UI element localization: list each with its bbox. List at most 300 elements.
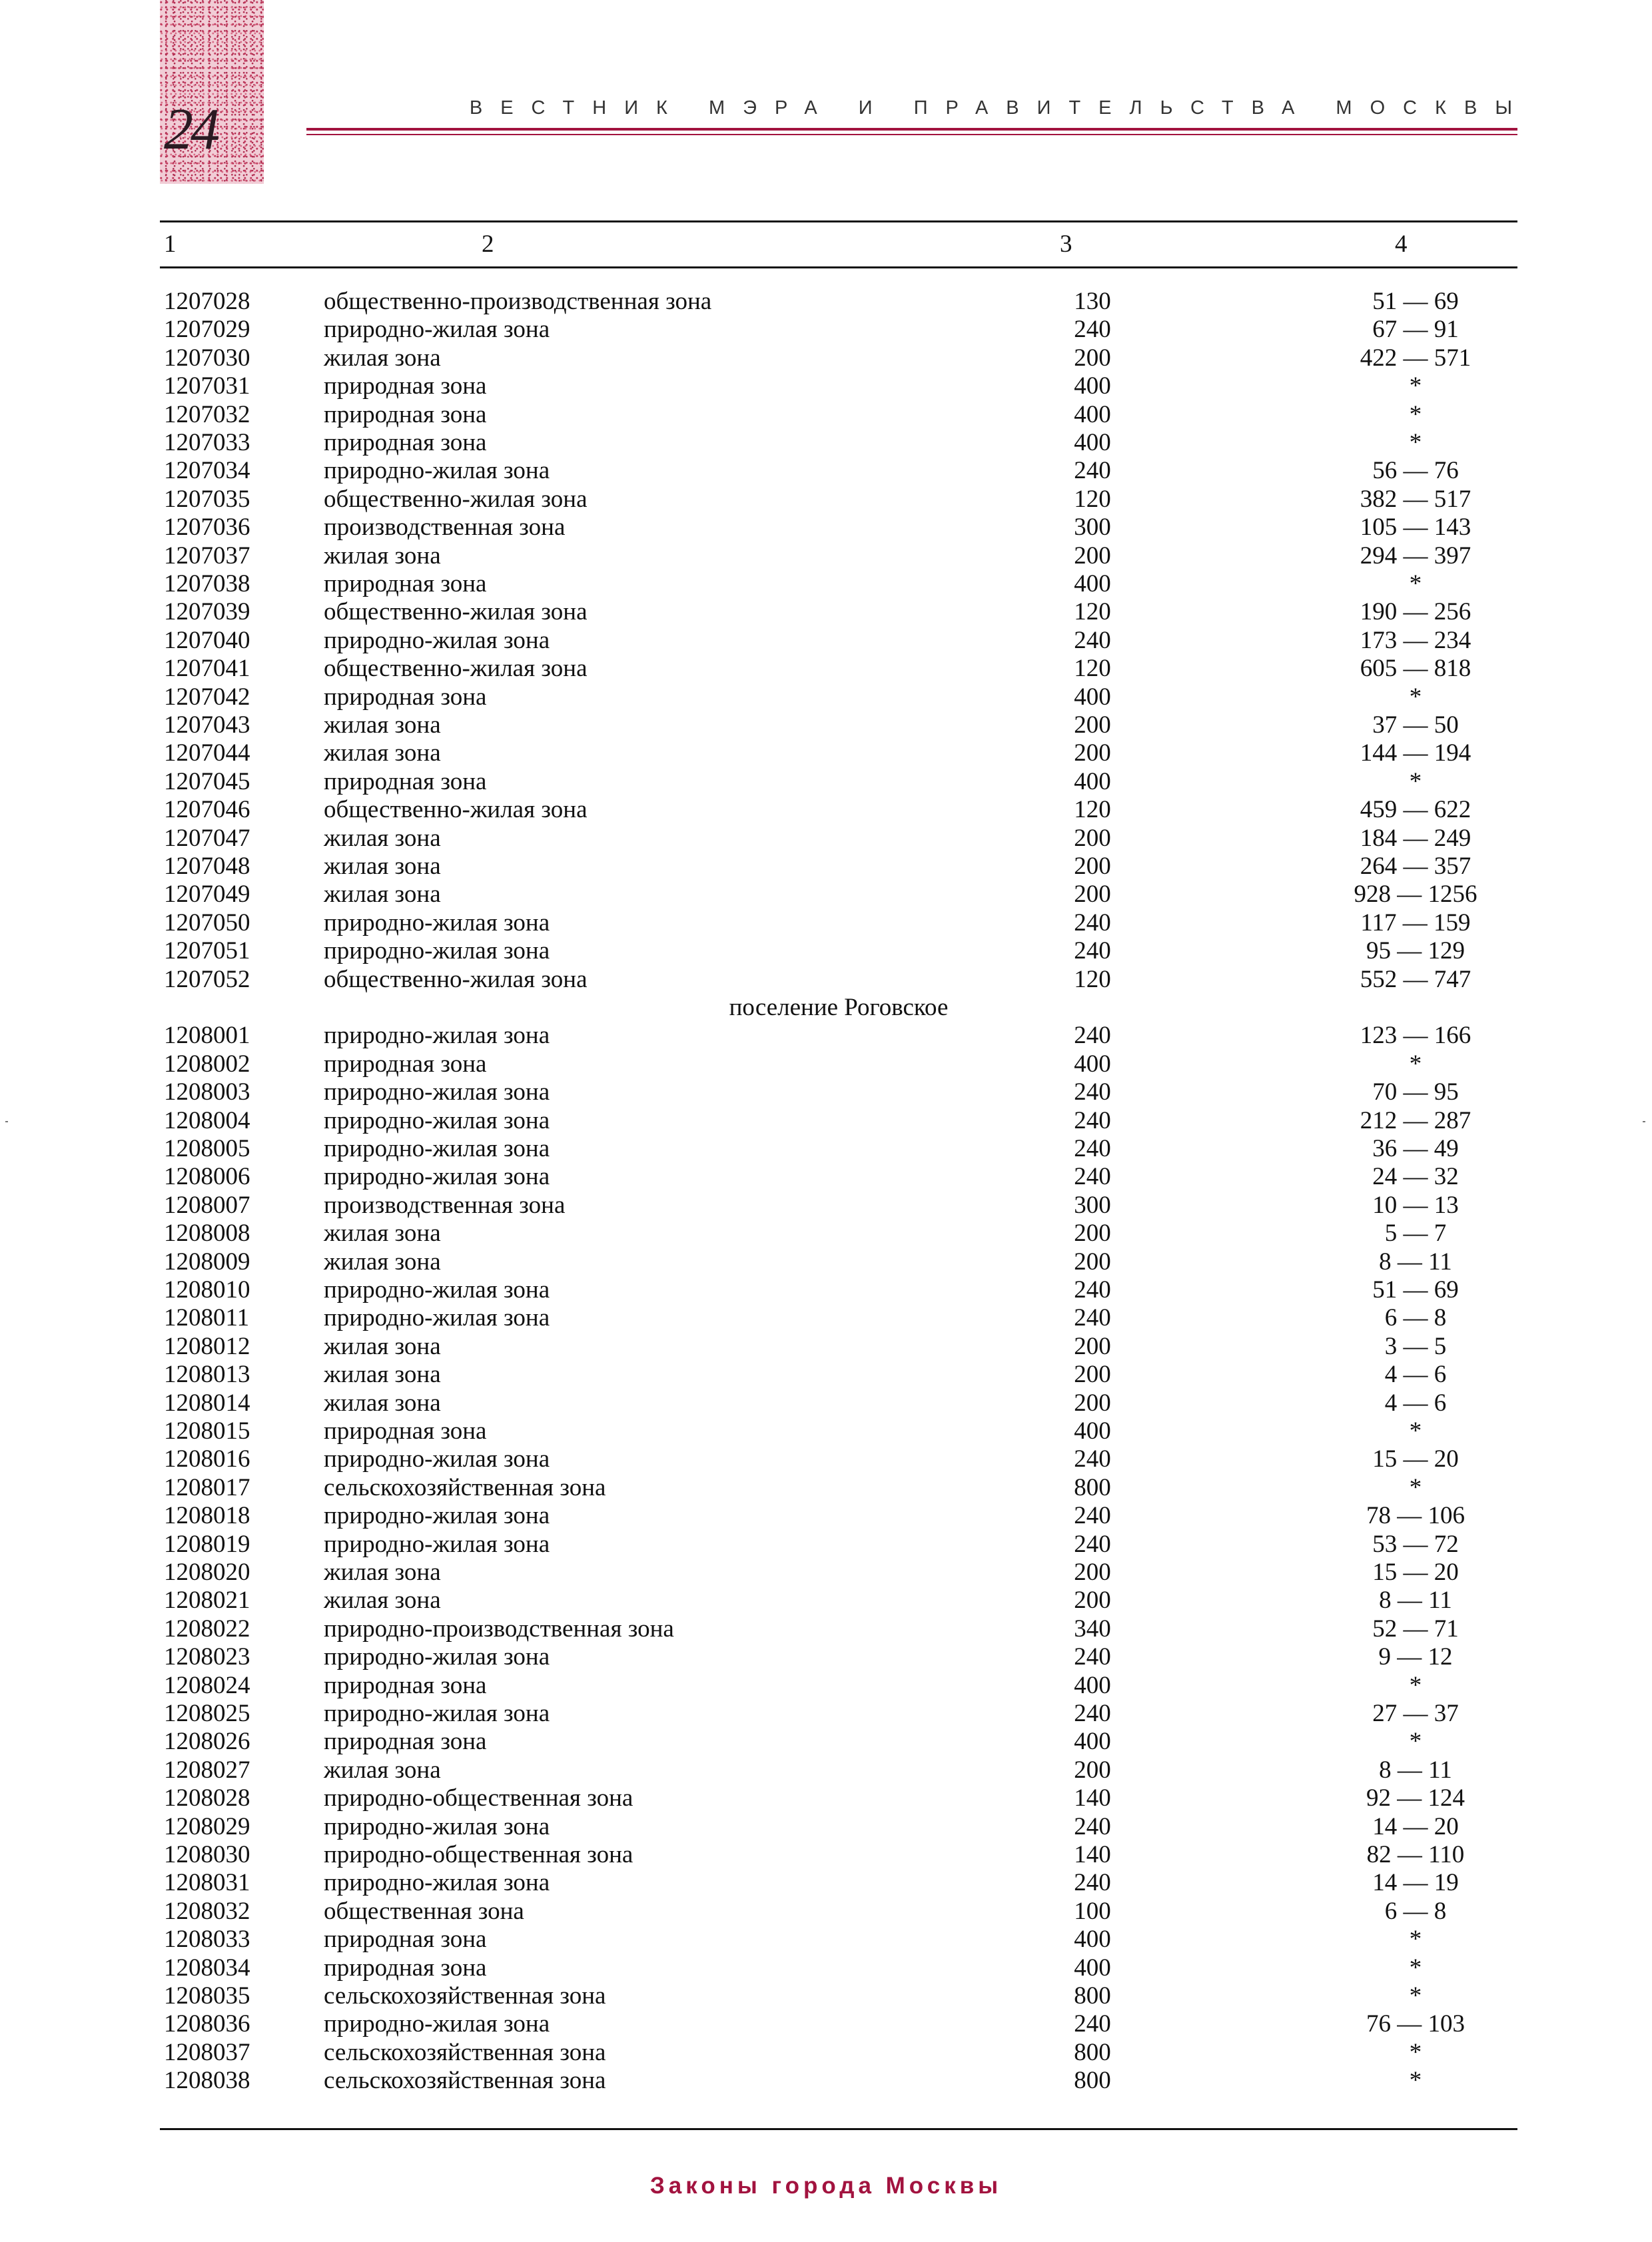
- cell-value: 240: [1074, 457, 1111, 485]
- cell-value: 240: [1074, 909, 1111, 936]
- cell-range: 10 — 13: [1372, 1191, 1459, 1219]
- table-row: [160, 1926, 1517, 1954]
- cell-range: 4 — 6: [1384, 1389, 1447, 1417]
- cell-zone: природная зона: [324, 1728, 487, 1756]
- cell-range: 36 — 49: [1372, 1135, 1459, 1162]
- cell-zone: природно-жилая зона: [324, 1078, 550, 1106]
- cell-zone: природно-жилая зона: [324, 937, 550, 965]
- table-row: [160, 1445, 1517, 1473]
- cell-range: 382 — 517: [1360, 485, 1471, 513]
- cell-range: 56 — 76: [1372, 457, 1459, 485]
- cell-zone: природно-общественная зона: [324, 1841, 633, 1868]
- cell-zone: природно-жилая зона: [324, 1304, 550, 1332]
- cell-code: 1207045: [164, 767, 250, 795]
- table-row: [160, 796, 1517, 824]
- cell-range: 212 — 287: [1360, 1106, 1471, 1134]
- cell-value: 140: [1074, 1841, 1111, 1868]
- cell-code: 1208033: [164, 1926, 250, 1954]
- table-row: [160, 655, 1517, 683]
- cell-zone: сельскохозяйственная зона: [324, 2067, 606, 2095]
- table-row: [160, 2039, 1517, 2067]
- cell-zone: природная зона: [324, 767, 487, 795]
- cell-code: 1208016: [164, 1445, 250, 1473]
- cell-value: 240: [1074, 2010, 1111, 2038]
- cell-code: 1207037: [164, 542, 250, 569]
- cell-code: 1208009: [164, 1248, 250, 1276]
- cell-code: 1207028: [164, 288, 250, 315]
- cell-zone: природно-жилая зона: [324, 909, 550, 936]
- cell-value: 800: [1074, 1473, 1111, 1501]
- cell-range: 8 — 11: [1379, 1587, 1452, 1615]
- cell-zone: жилая зона: [324, 853, 441, 880]
- cell-range: 27 — 37: [1372, 1700, 1459, 1727]
- cell-code: 1207042: [164, 683, 250, 711]
- cell-code: 1208005: [164, 1135, 250, 1162]
- cell-zone: природная зона: [324, 570, 487, 597]
- cell-value: 240: [1074, 1643, 1111, 1671]
- cell-range: *: [1409, 2067, 1422, 2095]
- column-header-4: 4: [1395, 230, 1408, 258]
- table-row: [160, 1954, 1517, 1982]
- cell-zone: общественно-жилая зона: [324, 485, 588, 513]
- cell-value: 200: [1074, 344, 1111, 372]
- table-row: [160, 1756, 1517, 1784]
- cell-value: 200: [1074, 1248, 1111, 1276]
- cell-code: 1207041: [164, 655, 250, 683]
- cell-code: 1208031: [164, 1869, 250, 1897]
- cell-code: 1208006: [164, 1163, 250, 1191]
- cell-zone: производственная зона: [324, 1191, 566, 1219]
- cell-value: 300: [1074, 1191, 1111, 1219]
- cell-range: 14 — 19: [1372, 1869, 1459, 1897]
- cell-range: *: [1409, 2038, 1422, 2066]
- cell-code: 1208035: [164, 1982, 250, 2010]
- column-header-1: 1: [164, 230, 177, 258]
- cell-zone: общественно-жилая зона: [324, 965, 588, 993]
- cell-value: 240: [1074, 1869, 1111, 1897]
- cell-zone: производственная зона: [324, 514, 566, 542]
- cell-code: 1208029: [164, 1812, 250, 1840]
- cell-zone: общественная зона: [324, 1897, 524, 1925]
- cell-zone: природно-жилая зона: [324, 1869, 550, 1897]
- table-row: [160, 316, 1517, 344]
- table-row: [160, 739, 1517, 767]
- cell-code: 1208025: [164, 1700, 250, 1727]
- table-row: [160, 1107, 1517, 1135]
- cell-zone: природная зона: [324, 400, 487, 428]
- cell-value: 240: [1074, 1530, 1111, 1558]
- column-header-2: 2: [482, 230, 494, 258]
- cell-range: *: [1409, 400, 1422, 428]
- table-header-rule: [160, 266, 1517, 268]
- table-row: [160, 1813, 1517, 1841]
- table-row: [160, 1728, 1517, 1756]
- cell-code: 1208018: [164, 1502, 250, 1530]
- cell-code: 1208038: [164, 2067, 250, 2095]
- cell-value: 400: [1074, 1417, 1111, 1445]
- table-row: [160, 1672, 1517, 1700]
- cell-value: 300: [1074, 514, 1111, 542]
- cell-value: 200: [1074, 1587, 1111, 1615]
- cell-code: 1208013: [164, 1361, 250, 1389]
- table-row: [160, 598, 1517, 626]
- cell-value: 240: [1074, 1276, 1111, 1304]
- cell-zone: жилая зона: [324, 711, 441, 739]
- cell-range: 24 — 32: [1372, 1163, 1459, 1191]
- cell-range: 605 — 818: [1360, 655, 1471, 683]
- table-row: [160, 1982, 1517, 2010]
- table-row: [160, 711, 1517, 739]
- crop-mark-right: [1643, 1121, 1645, 1122]
- cell-value: 240: [1074, 1135, 1111, 1162]
- cell-range: 5 — 7: [1384, 1220, 1447, 1248]
- cell-value: 400: [1074, 1728, 1111, 1756]
- table-row: [160, 1417, 1517, 1445]
- cell-zone: жилая зона: [324, 344, 441, 372]
- cell-code: 1208024: [164, 1671, 250, 1699]
- table-row: [160, 1135, 1517, 1163]
- cell-code: 1207051: [164, 937, 250, 965]
- cell-code: 1208037: [164, 2038, 250, 2066]
- cell-zone: жилая зона: [324, 1220, 441, 1248]
- cell-code: 1208021: [164, 1587, 250, 1615]
- cell-range: 8 — 11: [1379, 1248, 1452, 1276]
- cell-value: 800: [1074, 1982, 1111, 2010]
- cell-zone: общественно-жилая зона: [324, 796, 588, 824]
- table-row: [160, 1587, 1517, 1615]
- table-row: [160, 288, 1517, 316]
- cell-zone: жилая зона: [324, 1332, 441, 1360]
- cell-value: 120: [1074, 485, 1111, 513]
- cell-range: 184 — 249: [1360, 824, 1471, 852]
- cell-zone: общественно-жилая зона: [324, 655, 588, 683]
- cell-value: 200: [1074, 1559, 1111, 1586]
- cell-range: *: [1409, 683, 1422, 711]
- cell-range: *: [1409, 1982, 1422, 2010]
- cell-value: 400: [1074, 767, 1111, 795]
- cell-zone: жилая зона: [324, 1361, 441, 1389]
- cell-range: *: [1409, 1728, 1422, 1756]
- table-top-rule: [160, 220, 1517, 222]
- table-row: [160, 1078, 1517, 1106]
- table-row: [160, 1389, 1517, 1417]
- cell-zone: природная зона: [324, 1050, 487, 1078]
- table-row: [160, 1333, 1517, 1361]
- journal-title: ВЕСТНИК МЭРА И ПРАВИТЕЛЬСТВА МОСКВЫ: [469, 97, 1530, 119]
- cell-value: 200: [1074, 542, 1111, 569]
- cell-range: 105 — 143: [1360, 514, 1471, 542]
- cell-value: 240: [1074, 1106, 1111, 1134]
- cell-value: 200: [1074, 824, 1111, 852]
- cell-zone: природная зона: [324, 372, 487, 400]
- table-row: [160, 1615, 1517, 1643]
- cell-zone: жилая зона: [324, 1248, 441, 1276]
- cell-value: 120: [1074, 965, 1111, 993]
- table-row: [160, 1022, 1517, 1050]
- cell-value: 200: [1074, 1361, 1111, 1389]
- cell-code: 1207034: [164, 457, 250, 485]
- table-row: [160, 1474, 1517, 1502]
- cell-code: 1208008: [164, 1220, 250, 1248]
- table-row: [160, 1220, 1517, 1248]
- cell-zone: природная зона: [324, 1417, 487, 1445]
- cell-code: 1207043: [164, 711, 250, 739]
- cell-zone: природно-жилая зона: [324, 1502, 550, 1530]
- cell-range: 144 — 194: [1360, 739, 1471, 767]
- cell-value: 140: [1074, 1784, 1111, 1812]
- cell-range: 92 — 124: [1366, 1784, 1465, 1812]
- cell-code: 1208001: [164, 1022, 250, 1050]
- cell-range: 9 — 12: [1378, 1643, 1453, 1671]
- cell-zone: природно-жилая зона: [324, 2010, 550, 2038]
- cell-code: 1207044: [164, 739, 250, 767]
- cell-code: 1208004: [164, 1106, 250, 1134]
- header-rule-thin: [306, 134, 1517, 135]
- cell-value: 400: [1074, 1050, 1111, 1078]
- table-row: [160, 457, 1517, 485]
- cell-zone: природная зона: [324, 1954, 487, 1982]
- footer-title: Законы города Москвы: [649, 2173, 1003, 2199]
- cell-range: 51 — 69: [1372, 288, 1459, 315]
- cell-zone: общественно-производственная зона: [324, 288, 712, 315]
- cell-code: 1207047: [164, 824, 250, 852]
- cell-value: 400: [1074, 372, 1111, 400]
- cell-value: 240: [1074, 1812, 1111, 1840]
- cell-range: 552 — 747: [1360, 965, 1471, 993]
- cell-range: 3 — 5: [1384, 1332, 1447, 1360]
- cell-code: 1208030: [164, 1841, 250, 1868]
- table-row: [160, 1700, 1517, 1728]
- table-row: [160, 825, 1517, 853]
- table-row: [160, 1163, 1517, 1191]
- cell-range: *: [1409, 1671, 1422, 1699]
- cell-code: 1207030: [164, 344, 250, 372]
- table-row: [160, 1898, 1517, 1926]
- cell-value: 100: [1074, 1897, 1111, 1925]
- cell-code: 1208010: [164, 1276, 250, 1304]
- cell-zone: жилая зона: [324, 881, 441, 909]
- table-row: [160, 768, 1517, 796]
- table-row: [160, 853, 1517, 881]
- cell-range: *: [1409, 429, 1422, 456]
- cell-zone: сельскохозяйственная зона: [324, 1473, 606, 1501]
- cell-range: 190 — 256: [1360, 598, 1471, 626]
- cell-zone: жилая зона: [324, 1587, 441, 1615]
- cell-value: 400: [1074, 429, 1111, 456]
- cell-value: 240: [1074, 1304, 1111, 1332]
- column-header-3: 3: [1060, 230, 1072, 258]
- cell-value: 400: [1074, 1926, 1111, 1954]
- cell-code: 1208022: [164, 1615, 250, 1643]
- cell-range: 82 — 110: [1366, 1841, 1465, 1868]
- table-row: [160, 1643, 1517, 1671]
- cell-zone: природно-жилая зона: [324, 1106, 550, 1134]
- header-rule: [306, 128, 1517, 131]
- cell-value: 120: [1074, 655, 1111, 683]
- cell-code: 1208027: [164, 1756, 250, 1784]
- table-row: [160, 1192, 1517, 1220]
- cell-value: 400: [1074, 400, 1111, 428]
- cell-range: *: [1409, 1473, 1422, 1501]
- cell-zone: природная зона: [324, 1926, 487, 1954]
- cell-code: 1207035: [164, 485, 250, 513]
- table-row: [160, 570, 1517, 598]
- table-row: [160, 2067, 1517, 2095]
- cell-zone: природно-жилая зона: [324, 1700, 550, 1727]
- cell-code: 1208036: [164, 2010, 250, 2038]
- cell-range: 422 — 571: [1360, 344, 1471, 372]
- cell-value: 800: [1074, 2038, 1111, 2066]
- cell-code: 1207049: [164, 881, 250, 909]
- cell-code: 1208019: [164, 1530, 250, 1558]
- cell-range: *: [1409, 372, 1422, 400]
- cell-zone: природно-жилая зона: [324, 1135, 550, 1162]
- cell-range: 15 — 20: [1372, 1559, 1459, 1586]
- table-row: [160, 2010, 1517, 2038]
- cell-range: 95 — 129: [1366, 937, 1465, 965]
- cell-zone: сельскохозяйственная зона: [324, 2038, 606, 2066]
- cell-range: 6 — 8: [1384, 1304, 1447, 1332]
- table-row: [160, 1361, 1517, 1389]
- cell-value: 120: [1074, 598, 1111, 626]
- cell-range: *: [1409, 1050, 1422, 1078]
- cell-code: 1208011: [164, 1304, 250, 1332]
- cell-code: 1208015: [164, 1417, 250, 1445]
- cell-range: 76 — 103: [1366, 2010, 1465, 2038]
- cell-code: 1208034: [164, 1954, 250, 1982]
- table-row: [160, 1304, 1517, 1332]
- cell-zone: природно-жилая зона: [324, 1530, 550, 1558]
- cell-code: 1207040: [164, 626, 250, 654]
- cell-zone: жилая зона: [324, 739, 441, 767]
- cell-code: 1207052: [164, 965, 250, 993]
- cell-value: 400: [1074, 1954, 1111, 1982]
- cell-zone: природно-производственная зона: [324, 1615, 674, 1643]
- table-row: [160, 372, 1517, 400]
- cell-range: 53 — 72: [1372, 1530, 1459, 1558]
- cell-code: 1207050: [164, 909, 250, 936]
- cell-range: *: [1409, 767, 1422, 795]
- cell-zone: природно-жилая зона: [324, 626, 550, 654]
- cell-code: 1208014: [164, 1389, 250, 1417]
- table-row: [160, 1531, 1517, 1559]
- cell-value: 400: [1074, 1671, 1111, 1699]
- cell-value: 240: [1074, 937, 1111, 965]
- cell-code: 1207039: [164, 598, 250, 626]
- cell-value: 200: [1074, 881, 1111, 909]
- cell-zone: природная зона: [324, 683, 487, 711]
- cell-code: 1207046: [164, 796, 250, 824]
- cell-range: 8 — 11: [1379, 1756, 1452, 1784]
- table-row: [160, 1050, 1517, 1078]
- cell-zone: природно-жилая зона: [324, 1276, 550, 1304]
- cell-range: 51 — 69: [1372, 1276, 1459, 1304]
- cell-code: 1208012: [164, 1332, 250, 1360]
- table-row: [160, 514, 1517, 542]
- table-row: [160, 1502, 1517, 1530]
- cell-range: 78 — 106: [1366, 1502, 1465, 1530]
- cell-value: 200: [1074, 1332, 1111, 1360]
- cell-range: 173 — 234: [1360, 626, 1471, 654]
- cell-range: *: [1409, 1926, 1422, 1954]
- cell-value: 240: [1074, 316, 1111, 344]
- cell-zone: природная зона: [324, 429, 487, 456]
- cell-code: 1208026: [164, 1728, 250, 1756]
- cell-range: *: [1409, 1417, 1422, 1445]
- table-row: [160, 401, 1517, 429]
- cell-value: 200: [1074, 1389, 1111, 1417]
- cell-range: 264 — 357: [1360, 853, 1471, 880]
- table-row: [160, 429, 1517, 457]
- cell-range: 67 — 91: [1372, 316, 1459, 344]
- cell-value: 200: [1074, 853, 1111, 880]
- cell-code: 1207032: [164, 400, 250, 428]
- cell-zone: природно-жилая зона: [324, 1163, 550, 1191]
- cell-value: 200: [1074, 1220, 1111, 1248]
- cell-value: 400: [1074, 683, 1111, 711]
- cell-value: 240: [1074, 1022, 1111, 1050]
- cell-range: 37 — 50: [1372, 711, 1459, 739]
- cell-zone: природно-жилая зона: [324, 1812, 550, 1840]
- section-title: поселение Роговское: [729, 994, 949, 1021]
- page-number: 24: [164, 97, 217, 162]
- cell-zone: жилая зона: [324, 1756, 441, 1784]
- cell-code: 1208007: [164, 1191, 250, 1219]
- cell-range: 6 — 8: [1384, 1897, 1447, 1925]
- cell-zone: природно-жилая зона: [324, 1643, 550, 1671]
- cell-code: 1208023: [164, 1643, 250, 1671]
- table-row: [160, 683, 1517, 711]
- table-row: [160, 881, 1517, 909]
- cell-zone: общественно-жилая зона: [324, 598, 588, 626]
- cell-value: 340: [1074, 1615, 1111, 1643]
- table-row: [160, 1276, 1517, 1304]
- cell-code: 1208017: [164, 1473, 250, 1501]
- cell-range: 294 — 397: [1360, 542, 1471, 569]
- table-row: [160, 1784, 1517, 1812]
- table-row: [160, 909, 1517, 937]
- cell-value: 200: [1074, 1756, 1111, 1784]
- cell-zone: жилая зона: [324, 824, 441, 852]
- table-row: [160, 1248, 1517, 1276]
- cell-zone: природно-жилая зона: [324, 457, 550, 485]
- table-row: [160, 627, 1517, 655]
- cell-value: 240: [1074, 626, 1111, 654]
- cell-code: 1208028: [164, 1784, 250, 1812]
- cell-code: 1207038: [164, 570, 250, 597]
- cell-code: 1208032: [164, 1897, 250, 1925]
- cell-range: 459 — 622: [1360, 796, 1471, 824]
- cell-code: 1207033: [164, 429, 250, 456]
- cell-range: 928 — 1256: [1354, 881, 1477, 909]
- cell-zone: природно-жилая зона: [324, 1445, 550, 1473]
- cell-range: 123 — 166: [1360, 1022, 1471, 1050]
- cell-range: 4 — 6: [1384, 1361, 1447, 1389]
- cell-zone: жилая зона: [324, 1559, 441, 1586]
- cell-zone: природно-жилая зона: [324, 316, 550, 344]
- cell-range: 70 — 95: [1372, 1078, 1459, 1106]
- table-row: [160, 1559, 1517, 1587]
- table-row: [160, 486, 1517, 514]
- cell-value: 240: [1074, 1502, 1111, 1530]
- cell-range: 117 — 159: [1360, 909, 1471, 936]
- table-row: [160, 542, 1517, 570]
- cell-range: 14 — 20: [1372, 1812, 1459, 1840]
- cell-code: 1208002: [164, 1050, 250, 1078]
- cell-value: 130: [1074, 288, 1111, 315]
- cell-range: 15 — 20: [1372, 1445, 1459, 1473]
- cell-range: *: [1409, 1954, 1422, 1982]
